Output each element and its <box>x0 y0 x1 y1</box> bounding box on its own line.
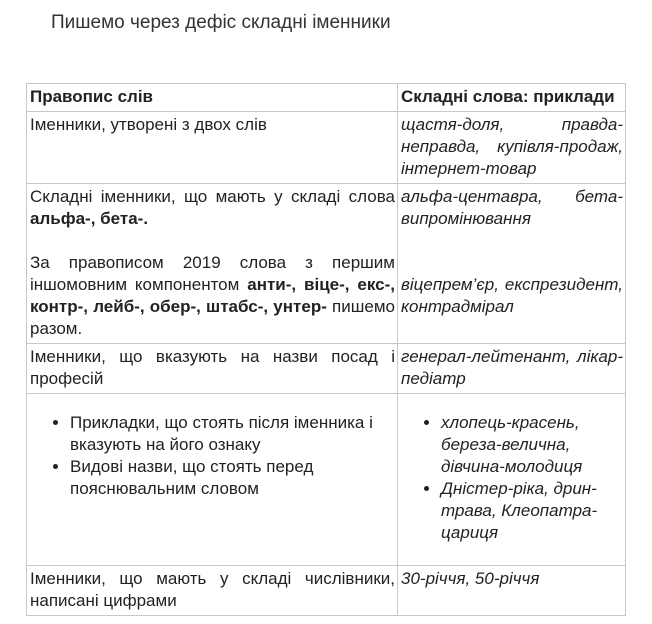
rule-paragraph <box>30 186 395 230</box>
rule-text: За правописом 2019 слова з першим іншомовним компонентом <box>30 253 395 294</box>
table-row <box>27 112 626 184</box>
table-header-row <box>27 84 626 112</box>
rule-paragraph <box>30 252 395 340</box>
rule-cell: Іменники, утворені з двох слів <box>27 112 398 184</box>
header-cell-rules: Правопис слів <box>27 84 398 112</box>
rule-cell: Іменники, що вказують на назви посад і професій <box>27 344 398 394</box>
example-cell <box>398 394 626 566</box>
table-row <box>27 566 626 616</box>
list-item: • Видові назви, що стоять перед пояснювальним словом <box>70 456 395 500</box>
table-row <box>27 184 626 344</box>
example-bullet-list <box>401 412 623 544</box>
rule-text-bold: альфа-, бета-. <box>30 209 149 228</box>
rule-cell: Іменники, що мають у складі числівники, написані цифрами <box>27 566 398 616</box>
example-text: віцепрем’єр, експрезидент, контрадмірал <box>401 275 623 316</box>
rule-cell <box>27 184 398 344</box>
example-cell <box>398 184 626 344</box>
table-row <box>27 344 626 394</box>
rule-text-bold: анти-, віце-, екс-, контр-, лейб-, обер-, штабс-, унтер- <box>30 275 395 316</box>
rule-cell <box>27 394 398 566</box>
rule-bullet-list <box>30 412 395 500</box>
list-item: • Прикладки, що стоять після іменника і вказують на його ознаку <box>70 412 395 456</box>
table-row <box>27 394 626 566</box>
document-title: Пишемо через дефіс складні іменники <box>51 12 391 33</box>
list-item: • Дністер-ріка, дрин-трава, Клеопатра-цариця <box>441 478 623 544</box>
example-cell: щастя-доля, правда-неправда, купівля-продаж, інтернет-товар <box>398 112 626 184</box>
header-cell-examples: Складні слова: приклади <box>398 84 626 112</box>
rule-text: пишемо разом. <box>30 297 395 338</box>
rule-text: Складні іменники, що мають у складі слова <box>30 187 395 206</box>
example-text: альфа-центавра, бета-випромінювання <box>401 187 623 228</box>
list-item: • хлопець-красень, береза-велична, дівчина-молодиця <box>441 412 623 478</box>
spelling-rules-table <box>26 83 626 616</box>
example-cell: генерал-лейтенант, лікар-педіатр <box>398 344 626 394</box>
example-cell: 30-річчя, 50-річчя <box>398 566 626 616</box>
